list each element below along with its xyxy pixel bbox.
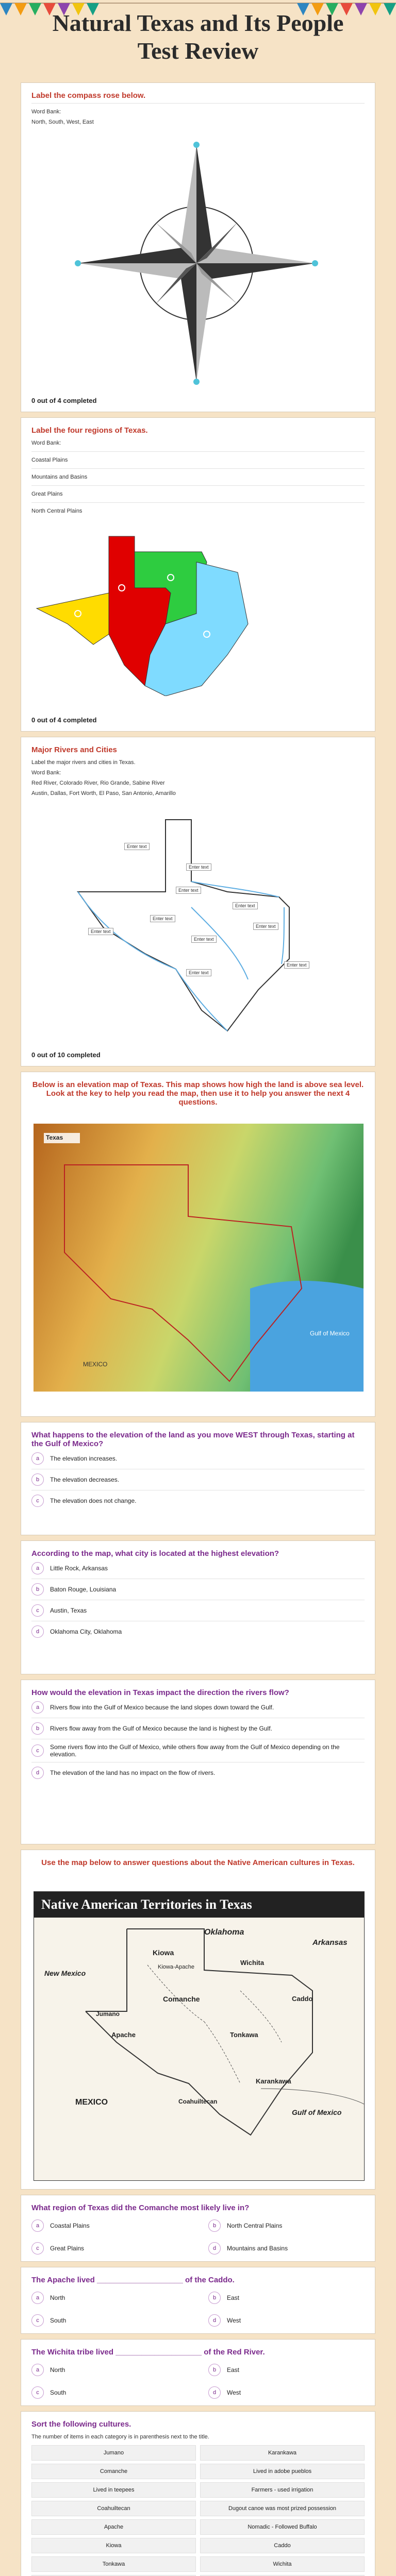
option-letter[interactable]: b <box>208 2364 221 2376</box>
word-bank-item[interactable]: Great Plains <box>31 491 63 497</box>
option-letter[interactable]: a <box>31 2292 44 2304</box>
map-label: Comanche <box>163 1995 200 2003</box>
option-text: The elevation decreases. <box>50 1476 120 1483</box>
option-letter[interactable]: c <box>31 2314 44 2327</box>
option-text: Great Plains <box>50 2245 85 2252</box>
title-line-1: Natural Texas and Its People <box>52 10 344 36</box>
question-wichita-direction <box>21 2339 375 2406</box>
text-entry[interactable]: Enter text <box>150 915 175 922</box>
option-text: The elevation does not change. <box>50 1497 137 1504</box>
territory-lines <box>34 1919 364 2176</box>
map-label: Oklahoma <box>204 1928 244 1937</box>
answer-option[interactable] <box>31 1452 365 1465</box>
elevation-map <box>34 1124 364 1392</box>
answer-option[interactable] <box>208 2242 365 2255</box>
answer-option[interactable] <box>31 1583 365 1596</box>
option-letter[interactable]: a <box>31 1452 44 1465</box>
sort-card[interactable]: Kiowa <box>31 2538 196 2553</box>
question-prompt: Label the four regions of Texas. <box>31 426 148 435</box>
option-letter[interactable]: d <box>31 1625 44 1638</box>
option-letter[interactable]: b <box>208 2292 221 2304</box>
text-entry[interactable]: Enter text <box>176 887 201 894</box>
map-label: Apache <box>111 2031 136 2039</box>
option-letter[interactable]: a <box>31 1562 44 1574</box>
completion-count: 0 out of 4 completed <box>31 397 97 404</box>
option-text: Austin, Texas <box>50 1607 87 1614</box>
completion-count: 0 out of 4 completed <box>31 716 97 724</box>
map-title: Native American Territories in Texas <box>34 1892 364 1918</box>
compass-rose <box>42 134 351 392</box>
option-text: Rivers flow into the Gulf of Mexico because the land slopes down toward the Gulf. <box>50 1704 274 1711</box>
question-prompt: Major Rivers and Cities <box>31 745 117 754</box>
map-label: Tonkawa <box>230 2031 258 2039</box>
text-entry[interactable]: Enter text <box>186 863 211 871</box>
option-text: Some rivers flow into the Gulf of Mexico, while others flow away from the Gulf of Mexico depending on the elevation. <box>50 1743 340 1758</box>
question-prompt: According to the map, what city is located at the highest elevation? <box>31 1549 279 1558</box>
native-american-intro: Use the map below to answer questions about the Native American cultures in Texas. <box>41 1858 355 1867</box>
option-text: North <box>50 2294 65 2301</box>
texas-regions-map <box>31 531 258 696</box>
option-letter[interactable]: c <box>31 1744 44 1757</box>
elevation-intro: Below is an elevation map of Texas. This map shows how high the land is above sea level. Look at the key to help you read the map, then use it to help you answer the next 4 questions. <box>32 1080 364 1107</box>
map-label: Karankawa <box>256 2077 291 2085</box>
map-label-gulf: Gulf of Mexico <box>310 1330 350 1337</box>
answer-option[interactable] <box>31 1625 365 1638</box>
word-bank-item[interactable]: North Central Plains <box>31 508 82 514</box>
option-letter[interactable]: b <box>31 1583 44 1596</box>
question-river-flow <box>21 1680 375 1844</box>
question-comanche-region <box>21 2195 375 2262</box>
option-text: Mountains and Basins <box>227 2245 288 2252</box>
sort-card[interactable]: Coahuiltecan <box>31 2501 196 2516</box>
title-line-2: Test Review <box>137 38 259 64</box>
header <box>0 0 396 77</box>
map-label: Jumano <box>96 2010 120 2018</box>
answer-option[interactable] <box>31 2386 188 2399</box>
answer-option[interactable] <box>31 1767 365 1779</box>
map-label: Coahuiltecan <box>178 2098 218 2105</box>
sort-card[interactable]: Wichita <box>200 2556 365 2572</box>
sort-card[interactable]: Lived in adobe pueblos <box>200 2464 365 2479</box>
sort-card[interactable]: Jumano <box>31 2445 196 2461</box>
text-entry[interactable]: Enter text <box>88 928 113 935</box>
word-bank-label: Word Bank: <box>31 109 61 115</box>
sort-card[interactable]: Lived in teepees <box>31 2482 196 2498</box>
divider <box>31 451 365 452</box>
divider <box>31 103 365 104</box>
answer-option[interactable] <box>31 2292 188 2304</box>
text-entry[interactable]: Enter text <box>186 969 211 976</box>
question-sort-cultures <box>21 2411 375 2576</box>
answer-option[interactable] <box>31 1722 365 1735</box>
map-label: Wichita <box>240 1959 265 1967</box>
answer-option[interactable] <box>208 2386 365 2399</box>
text-entry[interactable]: Enter text <box>191 936 217 943</box>
map-label: MEXICO <box>75 2098 108 2107</box>
elevation-section <box>21 1072 375 1417</box>
option-letter[interactable]: d <box>208 2242 221 2255</box>
page-title <box>0 9 396 65</box>
option-letter[interactable]: c <box>31 2242 44 2255</box>
answer-option[interactable] <box>31 1562 365 1574</box>
answer-option[interactable] <box>31 2314 188 2327</box>
answer-option[interactable] <box>208 2314 365 2327</box>
answer-option[interactable] <box>31 1743 365 1758</box>
native-american-map <box>34 1891 365 2181</box>
option-text: East <box>227 2294 240 2301</box>
map-label: Kiowa <box>153 1948 174 1957</box>
option-text: West <box>227 2389 241 2396</box>
sort-card[interactable]: Dugout canoe was most prized possession <box>200 2501 365 2516</box>
option-text: South <box>50 2389 67 2396</box>
option-text: North Central Plains <box>227 2222 283 2229</box>
question-apache-direction <box>21 2267 375 2334</box>
sort-card[interactable]: Tonkawa <box>31 2556 196 2572</box>
answer-option[interactable] <box>31 2219 188 2232</box>
option-text: East <box>227 2366 240 2374</box>
option-letter[interactable]: a <box>31 2219 44 2232</box>
question-highest-city <box>21 1540 375 1674</box>
option-letter[interactable]: a <box>31 1701 44 1714</box>
text-entry[interactable]: Enter text <box>284 961 309 969</box>
word-bank-label: Word Bank: <box>31 440 61 446</box>
instructions: Label the major rivers and cities in Texas. <box>31 759 136 766</box>
map-label: Caddo <box>292 1995 313 2003</box>
answer-option[interactable] <box>208 2292 365 2304</box>
option-text: Little Rock, Arkansas <box>50 1565 108 1572</box>
map-label-mexico: MEXICO <box>83 1361 108 1368</box>
option-text: West <box>227 2317 241 2324</box>
question-rivers-cities <box>21 737 375 1066</box>
sort-card[interactable]: Farmers - used irrigation <box>200 2482 365 2498</box>
sort-card[interactable]: Comanche <box>31 2464 196 2479</box>
option-letter[interactable]: b <box>208 2219 221 2232</box>
answer-option[interactable] <box>31 1701 365 1714</box>
answer-option[interactable] <box>208 2219 365 2232</box>
drop-target-north[interactable] <box>193 142 200 148</box>
sort-card[interactable]: Karankawa <box>200 2445 365 2461</box>
question-prompt: What happens to the elevation of the land as you move WEST through Texas, starting at the Gulf of Mexico? <box>31 1431 355 1448</box>
answer-option[interactable] <box>208 2364 365 2376</box>
map-label: Gulf of Mexico <box>292 2108 342 2116</box>
completion-count: 0 out of 10 completed <box>31 1051 101 1059</box>
question-prompt: What region of Texas did the Comanche most likely live in? <box>31 2204 250 2212</box>
sort-card[interactable]: Nomadic - Followed Buffalo <box>200 2519 365 2535</box>
option-text: The elevation of the land has no impact on the flow of rivers. <box>50 1769 216 1776</box>
answer-option[interactable] <box>31 2242 188 2255</box>
divider <box>31 502 365 503</box>
word-bank-item[interactable]: Coastal Plains <box>31 457 68 463</box>
option-text: Oklahoma City, Oklahoma <box>50 1628 122 1635</box>
option-letter[interactable]: b <box>31 1473 44 1486</box>
texas-outline-map <box>62 815 331 1036</box>
native-american-section <box>21 1850 375 2190</box>
option-letter[interactable]: c <box>31 1604 44 1617</box>
map-label: Kiowa-Apache <box>158 1964 194 1970</box>
question-elevation-west <box>21 1422 375 1535</box>
option-letter[interactable]: a <box>31 2364 44 2376</box>
option-letter[interactable]: c <box>31 2386 44 2399</box>
question-prompt: Sort the following cultures. <box>31 2420 131 2429</box>
word-bank-label: Word Bank: <box>31 770 61 776</box>
option-letter[interactable]: d <box>208 2386 221 2399</box>
drop-target-east[interactable] <box>312 260 318 266</box>
word-bank-rivers: Red River, Colorado River, Rio Grande, Sabine River <box>31 780 165 786</box>
answer-option[interactable] <box>31 1604 365 1617</box>
map-label: Arkansas <box>312 1938 348 1947</box>
option-letter[interactable]: c <box>31 1495 44 1507</box>
divider <box>31 485 365 486</box>
answer-option[interactable] <box>31 1473 365 1486</box>
answer-option[interactable] <box>31 1495 365 1507</box>
question-regions <box>21 417 375 732</box>
option-text: The elevation increases. <box>50 1455 118 1462</box>
word-bank-item[interactable]: Mountains and Basins <box>31 474 88 480</box>
map-label-texas: Texas <box>46 1134 63 1141</box>
instructions: The number of items in each category is in parenthesis next to the title. <box>31 2434 209 2440</box>
word-bank: North, South, West, East <box>31 119 94 125</box>
option-text: North <box>50 2366 65 2374</box>
option-text: Rivers flow away from the Gulf of Mexico because the land is highest by the Gulf. <box>50 1725 272 1732</box>
question-prompt: Label the compass rose below. <box>31 91 146 100</box>
option-text: South <box>50 2317 67 2324</box>
drop-target-south[interactable] <box>193 379 200 385</box>
option-letter[interactable]: b <box>31 1722 44 1735</box>
question-compass <box>21 82 375 412</box>
drop-target-west[interactable] <box>75 260 81 266</box>
question-prompt: How would the elevation in Texas impact the direction the rivers flow? <box>31 1688 289 1697</box>
text-entry[interactable]: Enter text <box>124 843 150 850</box>
option-text: Baton Rouge, Louisiana <box>50 1586 117 1593</box>
word-bank-cities: Austin, Dallas, Fort Worth, El Paso, San Antonio, Amarillo <box>31 790 176 796</box>
question-prompt: The Wichita tribe lived ____________________ of the Red River. <box>31 2348 265 2357</box>
option-letter[interactable]: d <box>31 1767 44 1779</box>
option-letter[interactable]: d <box>208 2314 221 2327</box>
sort-card[interactable]: Apache <box>31 2519 196 2535</box>
text-entry[interactable]: Enter text <box>253 923 278 930</box>
text-entry[interactable]: Enter text <box>233 902 258 909</box>
sort-card[interactable]: Caddo <box>200 2538 365 2553</box>
question-prompt: The Apache lived ____________________ of the Caddo. <box>31 2276 235 2284</box>
answer-option[interactable] <box>31 2364 188 2376</box>
option-text: Coastal Plains <box>50 2222 90 2229</box>
divider <box>31 468 365 469</box>
map-label: New Mexico <box>44 1969 86 1977</box>
